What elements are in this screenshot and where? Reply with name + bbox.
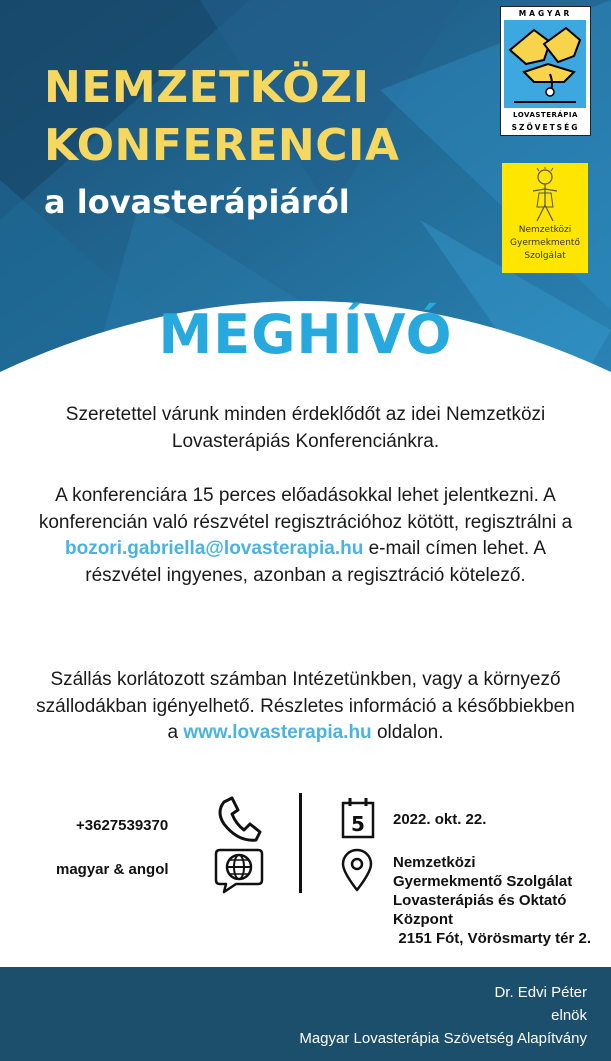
footer bbox=[0, 967, 611, 1061]
child-figure-icon bbox=[528, 167, 562, 223]
calendar-icon bbox=[340, 797, 376, 839]
mlsz-logo-bottom-text: SZÖVETSÉG bbox=[511, 123, 580, 132]
footer-name: Dr. Edvi Péter bbox=[494, 984, 587, 1001]
mlsz-logo-mid-text: LOVASTERÁPIA bbox=[513, 111, 578, 119]
mlsz-logo-top-text: MAGYAR bbox=[518, 9, 573, 18]
mlsz-logo bbox=[500, 6, 591, 136]
footer-organization: Magyar Lovasterápia Szövetség Alapítvány bbox=[299, 1030, 587, 1047]
registration-text-after: e-mail címen lehet. A részvétel ingyenes, azonban a regisztráció kötelező. bbox=[85, 538, 547, 586]
ngysz-logo-line-1: Nemzetközi bbox=[518, 225, 572, 235]
venue-line-2: Gyermekmentő Szolgálat bbox=[393, 873, 573, 890]
languages-text: magyar & angol bbox=[56, 861, 169, 878]
info-divider bbox=[299, 793, 302, 893]
accommodation-text-after: oldalon. bbox=[376, 722, 444, 743]
phone-number: +3627539370 bbox=[76, 817, 169, 834]
website-link[interactable]: www.lovasterapia.hu bbox=[183, 722, 372, 743]
invitation-heading: MEGHÍVÓ bbox=[158, 303, 453, 366]
accommodation-paragraph bbox=[30, 667, 581, 747]
registration-text-before: A konferenciára 15 perces előadásokkal lehet jelentkezni. A konferencián való részvétel regisztrációhoz kötött, regisztrálni a bbox=[38, 485, 573, 533]
horse-hand-logo-icon bbox=[504, 20, 586, 108]
registration-email-link[interactable]: bozori.gabriella@lovasterapia.hu bbox=[64, 538, 364, 559]
accommodation-text-before: Szállás korlátozott számban Intézetünkben, vagy a környező szállodákban igényelhető. Részletes információ a későbbiekben a bbox=[36, 669, 575, 743]
venue-line-1: Nemzetközi bbox=[393, 854, 476, 871]
ngysz-logo bbox=[502, 163, 588, 273]
registration-paragraph bbox=[30, 483, 581, 589]
venue-line-4: Központ bbox=[393, 911, 453, 928]
title-line-2: KONFERENCIA bbox=[44, 120, 400, 171]
event-date: 2022. okt. 22. bbox=[393, 811, 487, 828]
venue-address: 2151 Fót, Vörösmarty tér 2. bbox=[398, 930, 591, 947]
title-line-1: NEMZETKÖZI bbox=[44, 62, 370, 113]
location-pin-icon bbox=[340, 848, 374, 892]
ngysz-logo-line-3: Szolgálat bbox=[524, 251, 566, 261]
globe-chat-icon bbox=[214, 846, 264, 894]
phone-icon bbox=[214, 796, 264, 842]
intro-paragraph: Szeretettel várunk minden érdeklődőt az idei Nemzetközi Lovasterápiás Konferenciánkra. bbox=[65, 404, 546, 452]
footer-role: elnök bbox=[551, 1007, 587, 1024]
ngysz-logo-line-2: Gyermekmentő bbox=[510, 238, 580, 248]
venue-block bbox=[393, 853, 603, 948]
subtitle: a lovasterápiáról bbox=[44, 183, 350, 221]
venue-line-3: Lovasterápiás és Oktató bbox=[393, 892, 567, 909]
calendar-day-number: 5 bbox=[351, 812, 365, 836]
